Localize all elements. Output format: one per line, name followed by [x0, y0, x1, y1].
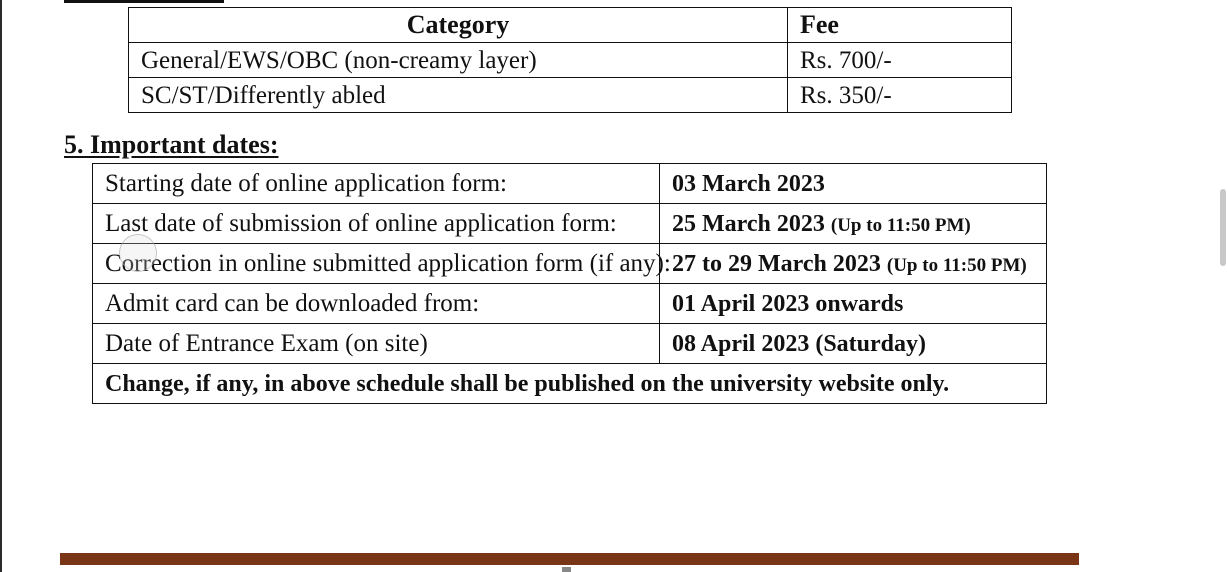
date-time-note: (Up to 11:50 PM): [830, 214, 971, 236]
date-value: 08 April 2023 (Saturday): [672, 330, 927, 357]
date-value: 03 March 2023: [672, 170, 825, 197]
date-value: 27 to 29 March 2023: [672, 250, 881, 277]
fee-table-header-category: Category: [129, 8, 788, 43]
fee-table-header-row: [129, 8, 1012, 43]
footer-bar: [60, 553, 1079, 565]
date-label-cell: Admit card can be downloaded from:: [93, 284, 660, 324]
table-row: [93, 324, 1047, 364]
page-marker: [562, 567, 571, 572]
table-row: [93, 364, 1047, 404]
date-value-cell: [660, 204, 1047, 244]
table-row: [93, 284, 1047, 324]
schedule-change-note: Change, if any, in above schedule shall be published on the university website only.: [93, 364, 1047, 404]
fee-category-cell: SC/ST/Differently abled: [129, 78, 788, 113]
previous-heading-underline: [64, 0, 224, 3]
touch-indicator: [119, 234, 157, 272]
date-value-cell: [660, 164, 1047, 204]
date-value-cell: [660, 284, 1047, 324]
date-value: 25 March 2023: [672, 210, 825, 237]
date-label-cell: Last date of submission of online application form:: [93, 204, 660, 244]
date-label-cell: Correction in online submitted application form (if any):: [93, 244, 660, 284]
page-left-edge: [0, 0, 2, 572]
date-value-cell: [660, 244, 1047, 284]
fee-category-cell: General/EWS/OBC (non-creamy layer): [129, 43, 788, 78]
table-row: [93, 164, 1047, 204]
date-time-note: (Up to 11:50 PM): [886, 254, 1027, 276]
table-row: [129, 43, 1012, 78]
fee-table: [128, 7, 1012, 113]
date-label-cell: Starting date of online application form:: [93, 164, 660, 204]
date-value: 01 April 2023 onwards: [672, 290, 904, 317]
fee-table-header-fee: Fee: [788, 8, 1012, 43]
table-row: [129, 78, 1012, 113]
date-label-cell: Date of Entrance Exam (on site): [93, 324, 660, 364]
table-row: [93, 204, 1047, 244]
important-dates-table: [92, 163, 1047, 404]
table-row: [93, 244, 1047, 284]
scrollbar-thumb[interactable]: [1220, 189, 1226, 266]
fee-amount-cell: Rs. 700/-: [788, 43, 1012, 78]
important-dates-heading: 5. Important dates:: [64, 130, 279, 159]
date-value-cell: [660, 324, 1047, 364]
fee-amount-cell: Rs. 350/-: [788, 78, 1012, 113]
